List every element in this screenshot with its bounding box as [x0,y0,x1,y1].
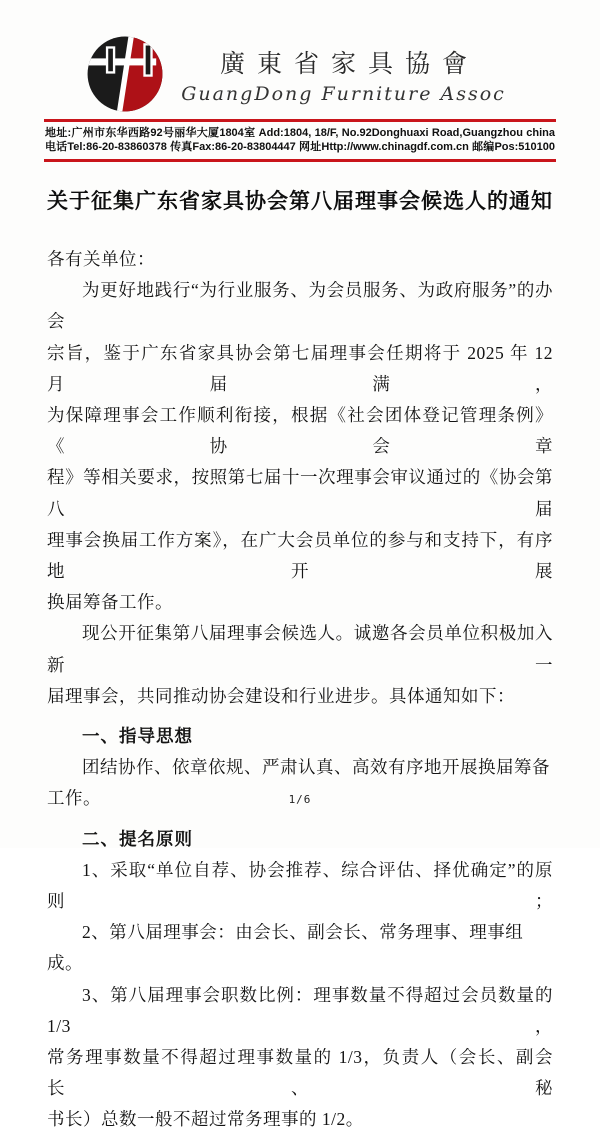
list-item: 3、第八届理事会职数比例：理事数量不得超过会员数量的 1/3， [47,984,553,1036]
body-line: 程》等相关要求，按照第七届十一次理事会审议通过的《协会第八届 [47,467,553,519]
org-name-english: GuangDong Furniture Assoc [181,82,506,105]
brand-block [0,34,592,114]
brand-text [181,44,506,105]
document-title: 关于征集广东省家具协会第八届理事会候选人的通知 [47,190,553,213]
association-logo-icon [86,35,164,113]
list-item: 1、采取“单位自荐、协会推荐、综合评估、择优确定”的原则； [47,859,553,912]
body-line: 宗旨，鉴于广东省家具协会第七届理事会任期将于 2025 年 12 月届满， [47,342,553,394]
list-item: 常务理事数量不得超过理事数量的 1/3，负责人（会长、副会长、秘 [47,1047,553,1099]
letterhead [0,34,600,162]
body-line: 理事会换届工作方案》，在广大会员单位的参与和支持下，有序地开展 [47,529,553,582]
contact-block [44,119,556,162]
salutation: 各有关单位： [47,249,155,269]
section-heading: 一、指导思想 [82,726,193,747]
list-item: 书长）总数一般不超过常务理事的 1/2。 [47,1109,364,1130]
contact-address-line: 地址:广州市东华西路92号丽华大厦1804室 Add:1804, 18/F, No.92Donghuaxi Road,Guangzhou china [45,127,555,139]
body-line: 现公开征集第八届理事会候选人。诚邀各会员单位积极加入新一 [47,623,553,675]
contact-phone-line: 电话Tel:86-20-83860378 传真Fax:86-20-83804447 网址Http://www.chinagdf.com.cn 邮编Pos:510100 [45,141,555,153]
org-name-chinese: 廣東省家具協會 [219,50,479,78]
body-line: 换届筹备工作。 [47,592,173,613]
body-line: 为保障理事会工作顺利衔接，根据《社会团体登记管理条例》《协会章 [47,405,553,457]
document-body [47,244,553,1136]
body-line: 届理事会，共同推动协会建设和行业进步。具体通知如下： [47,685,515,706]
page-number: 1/6 [288,793,312,806]
body-line: 为更好地践行“为行业服务、为会员服务、为政府服务”的办会 [47,280,553,332]
body-line: 团结协作、依章依规、严肃认真、高效有序地开展换届筹备工作。 [47,757,550,809]
section-heading: 二、提名原则 [82,828,193,849]
list-item: 2、第八届理事会：由会长、副会长、常务理事、理事组成。 [47,922,524,974]
